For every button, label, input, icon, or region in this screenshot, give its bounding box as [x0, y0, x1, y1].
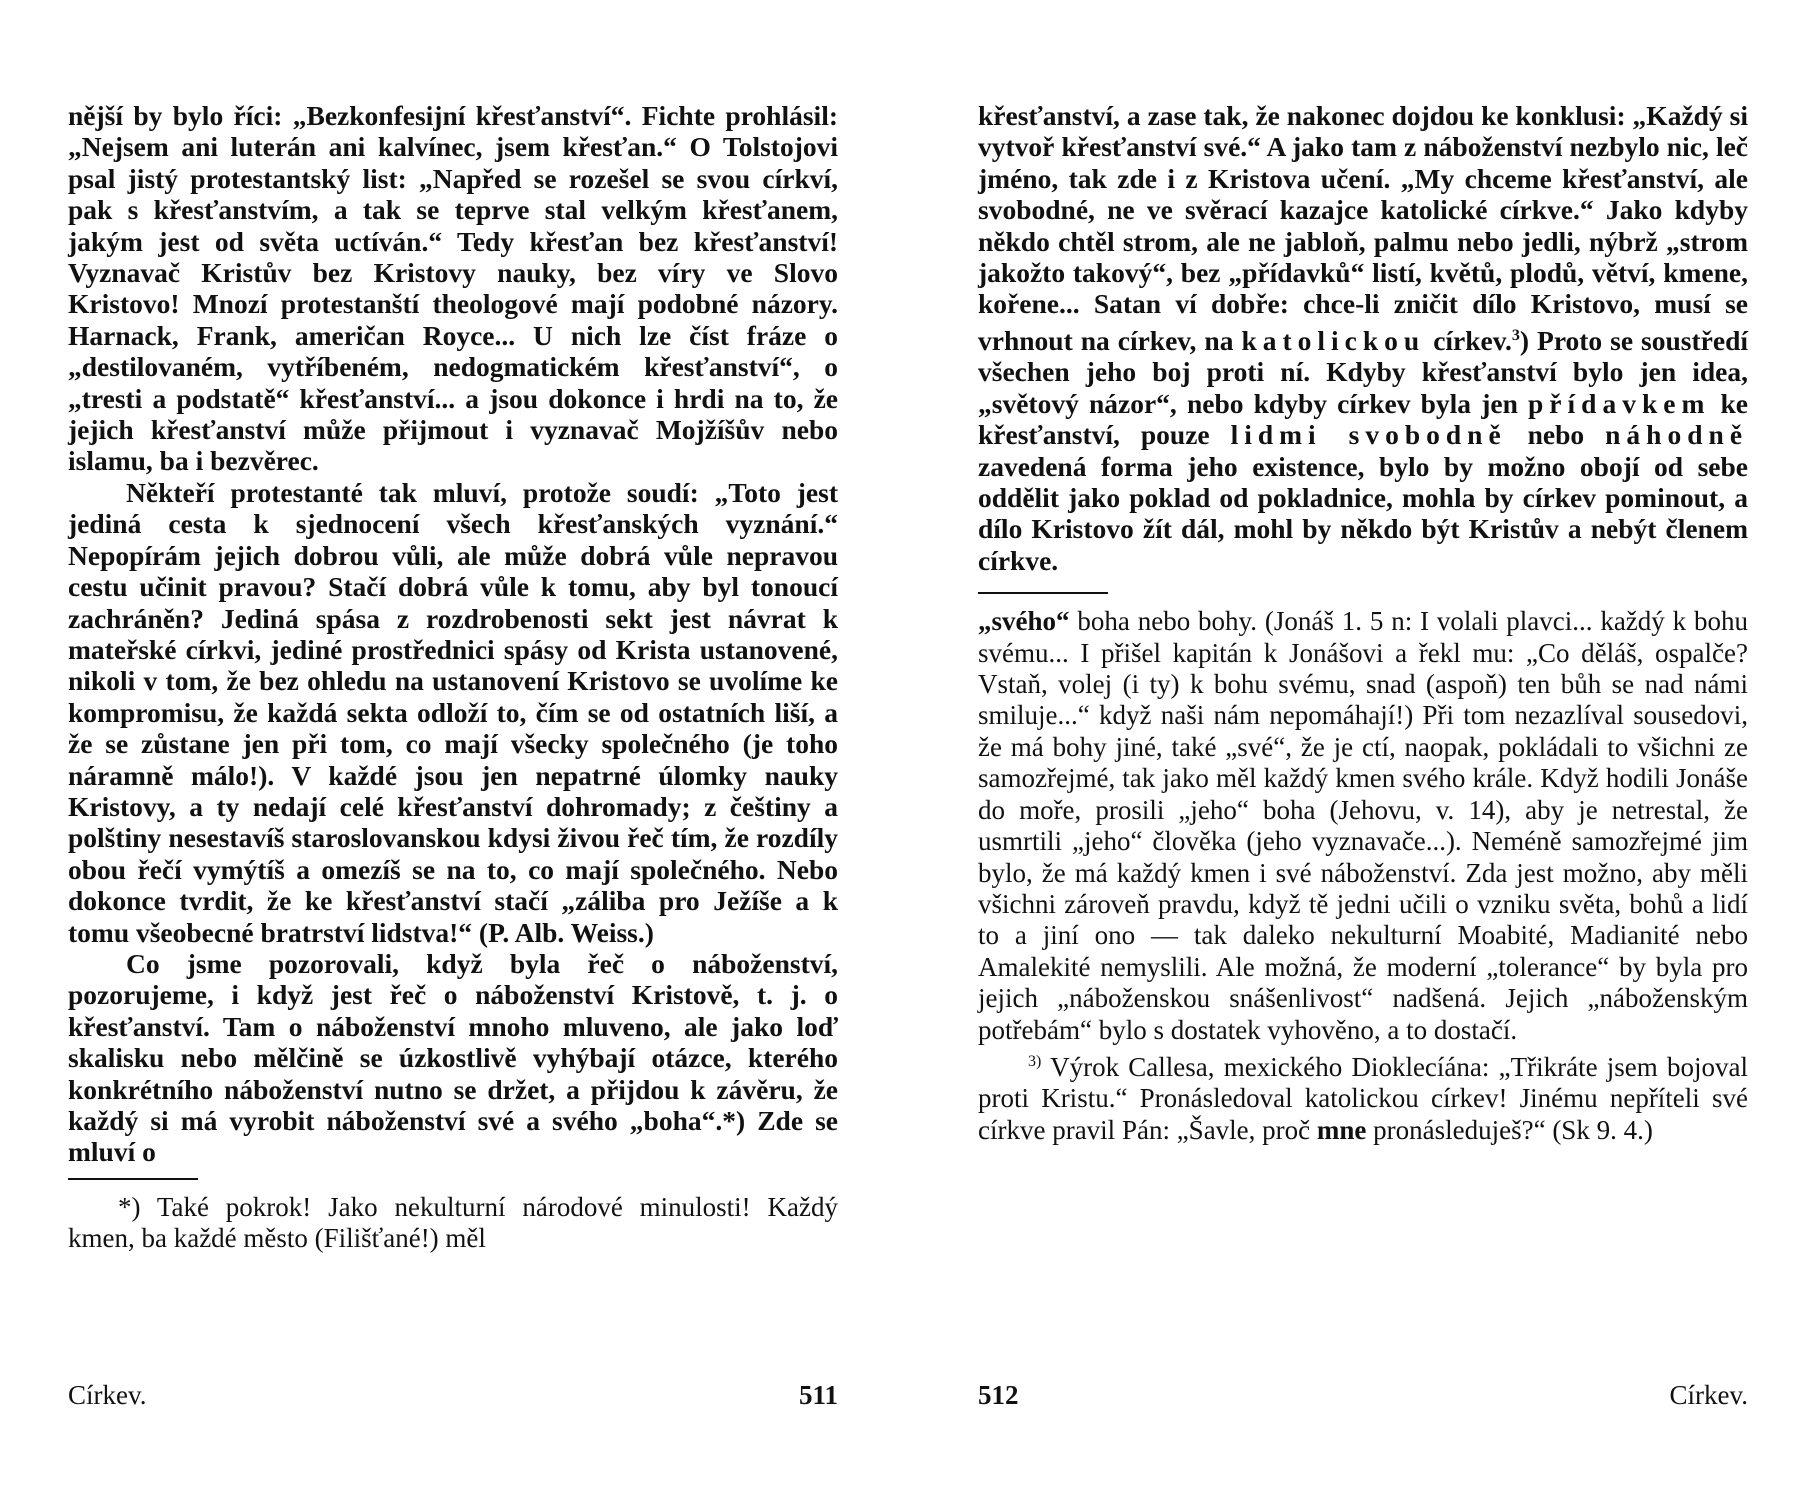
footnote-bold: mne [1316, 1114, 1367, 1145]
paragraph: Někteří protestanté tak mluví, protože soudí: „Toto jest jediná cesta k sjednocení všech křesťanských vyznání.“ Nepopírám jejich dobrou vůli, ale může dobrá vůle nepravou cestu učinit pravou? Stačí dobrá vůle k tomu, aby byl tonoucí zachráněn? Jediná spása z rozdrobenosti sekt jest návrat k mateřské církvi, jediné prostřednici spásy od Krista ustanovené, nikoli v tom, že bez ohledu na ustanovení Kristovo se uvolíme ke kompromisu, že každá sekta odloží to, čím se od ostatních liší, a že se zůstane jen při tom, co mají všecky společného (je toho náramně málo!). V každé jsou jen nepatrné úlomky nauky Kristovy, a ty nedají celé křesťanství dohromady; z češtiny a polštiny nesestavíš staroslovanskou kdysi živou řeč tím, že rozdíly obou řečí vymýtíš a omezíš se na to, co mají společného. Nebo dokonce tvrdit, že ke křesťanství stačí „záliba pro Ježíše a k tomu všeobecné bratrství lidstva!“ (P. Alb. Weiss.) [68, 476, 838, 948]
paragraph-part: nebo [1527, 419, 1585, 451]
paragraph-part: zavedená forma jeho existence, bylo by možno obojí od sebe oddělit jako poklad od pokladnice, mohla by církev pominout, a dílo Kristovo žít dál, mohl by někdo být Kristův a nebýt členem církve. [978, 450, 1748, 576]
footnote-text: pronásleduješ?“ (Sk 9. 4.) [1373, 1114, 1653, 1145]
right-page [978, 100, 1748, 1146]
paragraph-part: ) Proto se soustředí všechen jeho boj proti ní. Kdyby křesťanství bylo jen idea, „světový názor“, nebo kdyby církev byla jen [978, 325, 1749, 419]
paragraph-part: křesťanství, a zase tak, že nakonec dojdou ke konklusi: „Každý si vytvoř křesťanství své.“ A jako tam z náboženství nezbylo nic, leč jméno, tak zde i z Kristova učení. „My chceme křesťanství, ale svobodné, ne ve svěrací kazajce katolické církve.“ Jako kdyby někdo chtěl strom, ale ne jabloň, palmu nebo jedli, nýbrž „strom jakožto takový“, bez „přídavků“ listí, květů, plodů, větví, kmene, kořene... Satan ví dobře: chce-li zničit dílo Kristovo, musí se vrhnout na církev, na [978, 100, 1748, 356]
spaced-word: náhodně [1605, 419, 1749, 451]
left-page-footer [68, 1380, 838, 1411]
footnote [68, 1192, 838, 1255]
paragraph-part: ke křesťanství, pouze [978, 387, 1749, 451]
running-title: Církev. [68, 1380, 147, 1410]
paragraph [978, 100, 1748, 576]
paragraph: nější by bylo říci: „Bezkonfesijní křesťanství“. Fichte prohlásil: „Nejsem ani luterán ani kalvínec, jsem křesťan.“ O Tolstojovi psal jistý protestantský list: „Napřed se rozešel se svou církví, pak s křesťanstvím, a tak se teprve stal velkým křesťanem, jakým jest od světa uctíván.“ Tedy křesťan bez křesťanství! Vyznavač Kristův bez Kristovy nauky, bez víry ve Slovo Kristovo! Mnozí protestanští theologové mají podobné názory. Harnack, Frank, američan Royce... U nich lze číst fráze o „destilovaném, vytříbeném, nedogmatickém křesťanství“, o „tresti a podstatě“ křesťanství... a jsou dokonce i hrdi na to, že jejich křesťanství může přijmout i vyznavač Mojžíšův nebo islamu, ba i bezvěrec. [68, 100, 838, 477]
right-page-footer [978, 1380, 1748, 1411]
paragraph: Co jsme pozorovali, když byla řeč o náboženství, pozorujeme, i když jest řeč o náboženství Kristově, t. j. o křesťanství. Tam o náboženství mnoho mluveno, ale jako loď skalisku nebo mělčině se úzkostlivě vyhýbají otázce, kterého konkrétního náboženství nutno se držet, a přijdou k závěru, že každý si má vyrobit náboženství své a svého „boha“.*) Zde se mluví o [68, 947, 838, 1168]
footnote-mark: 3) [1028, 1052, 1042, 1070]
footnote-ref: 3 [1511, 326, 1520, 344]
spaced-word: katolickou [1241, 325, 1426, 356]
page-number: 511 [798, 1380, 838, 1410]
footnote-continuation [978, 606, 1748, 1046]
page-number: 512 [978, 1380, 1019, 1410]
spaced-word: přídavkem [1528, 387, 1711, 419]
footnote-rule [978, 592, 1108, 594]
running-title: Církev. [1669, 1380, 1748, 1410]
spaced-word: lidmi svobodně [1230, 419, 1507, 451]
right-body-text [978, 100, 1748, 576]
footnote-3 [978, 1046, 1748, 1146]
left-body-text [68, 100, 838, 1168]
paragraph-part: církev. [1433, 325, 1512, 356]
footnote-bold: „svého“ [978, 606, 1070, 637]
footnote-text: Výrok Callesa, mexického Dioklecíána: „Třikráte jsem bojoval proti Kristu.“ Pronásledoval katolickou církev! Jinému nepříteli své církve pravil Pán: „Šavle, proč [978, 1051, 1748, 1145]
footnote-rule [68, 1178, 198, 1180]
footnote-text: boha nebo bohy. (Jonáš 1. 5 n: I volali plavci... každý k bohu svému... I přišel kapitán k Jonášovi a řekl mu: „Co děláš, ospalče? Vstaň, volej (i ty) k bohu svému, snad (aspoň) ten bůh se nad námi smiluje...“ když naši nám nepomáhají!) Při tom nezazlíval sousedovi, že má bohy jiné, také „své“, že je ctí, naopak, pokládali to všichni ze samozřejmé, tak jako měl každý kmen svého krále. Když hodili Jonáše do moře, prosili „jeho“ boha (Jehovu, v. 14), aby je netrestal, že usmrtili „jeho“ člověka (jeho vyznavače...). Neméně samozřejmé jim bylo, že má každý kmen i své náboženství. Zda jest možno, aby měli všichni zároveň pravdu, když tě jedni učili o vzniku světa, bohů a lidí to a jiní ono — tak daleko nekulturní Moabité, Madianité nebo Amalekité nemyslili. Ale možná, že moderní „tolerance“ by byla pro jejich „náboženskou snášenlivost“ nadšená. Jejich „náboženským potřebám“ bylo s dostatek vyhověno, a to dostačí. [978, 606, 1749, 1045]
left-page [68, 100, 838, 1255]
footnote-text: *) Také pokrok! Jako nekulturní národové minulosti! Každý kmen, ba každé město (Filišťané!) měl [68, 1191, 838, 1254]
